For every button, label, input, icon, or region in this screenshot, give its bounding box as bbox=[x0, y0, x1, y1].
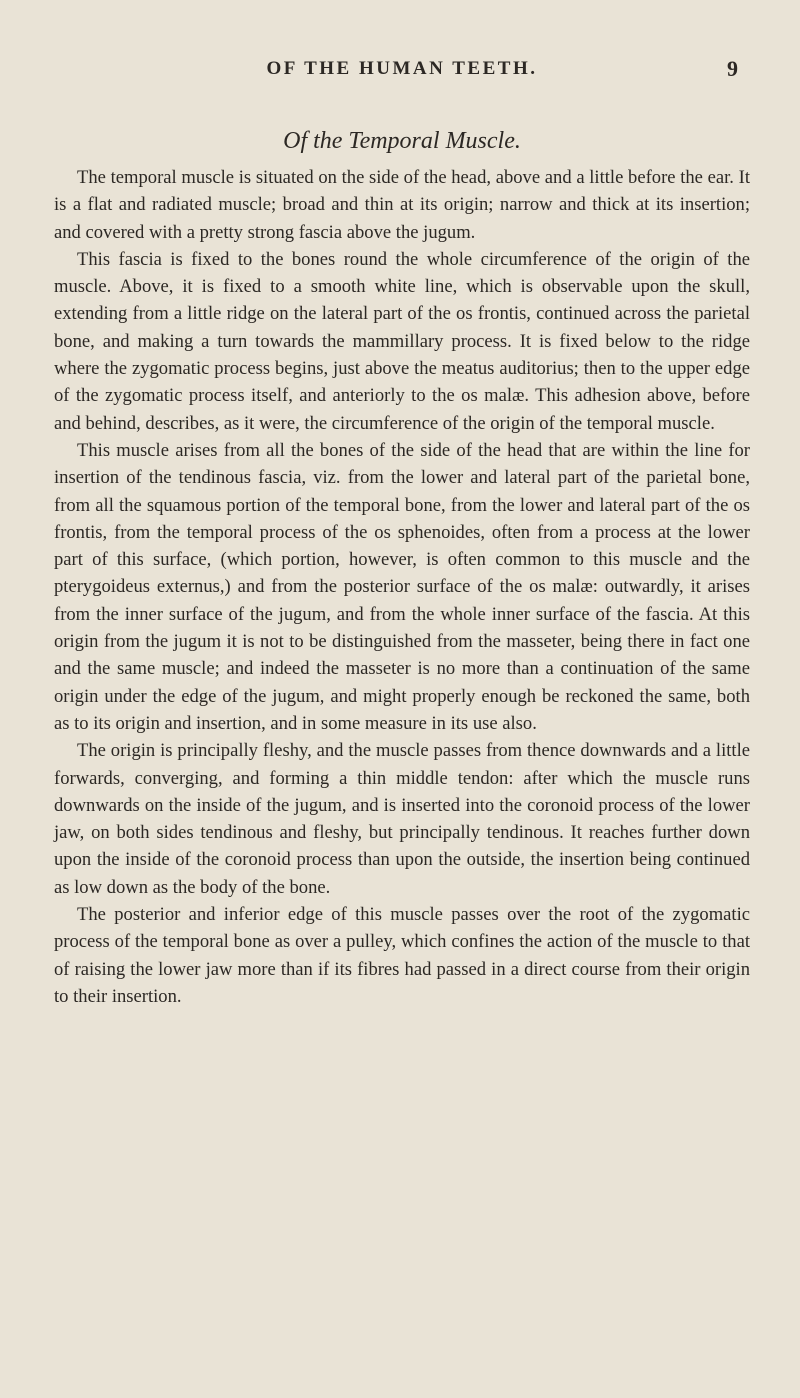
paragraph: The temporal muscle is situated on the side of the head, above and a little before the ear. It is a flat and radiated muscle; broad and thin at its origin; narrow and thick at its insertion; and covered with a pretty strong fascia above the jugum. bbox=[54, 167, 750, 243]
page-number: 9 bbox=[727, 56, 738, 81]
running-title: OF THE HUMAN TEETH. bbox=[266, 58, 538, 79]
paragraph: This muscle arises from all the bones of the side of the head that are within the line for insertion of the tendinous fascia, viz. from the lower and lateral part of the parietal bone, from all the squamous portion of the temporal bone, from the lower and lateral part of the os frontis, from the temporal process of the os sphenoides, often from a process at the lower part of this surface, (which portion, however, is often common to this muscle and the pterygoideus externus,) and from the posterior surface of the os malæ: outwardly, it arises from the inner surface of the jugum, and from the whole inner surface of the fascia. At this origin from the jugum it is not to be distinguished from the masseter, being there in fact one and the same muscle; and indeed the masseter is no more than a continuation of the same origin under the edge of the jugum, and might properly enough be reckoned the same, both as to its origin and insertion, and in some measure in its use also. bbox=[54, 439, 750, 734]
paragraph: The origin is principally fleshy, and the muscle passes from thence downwards and a little forwards, converging, and forming a thin middle tendon: after which the muscle runs downwards on the inside of the jugum, and is inserted into the coronoid process of the lower jaw, on both sides tendinous and fleshy, but principally tendinous. It reaches further down upon the inside of the coronoid process than upon the outside, the insertion being continued as low down as the body of the bone. bbox=[54, 740, 750, 898]
paragraph: The posterior and inferior edge of this muscle passes over the root of the zygomatic process of the temporal bone as over a pulley, which confines the action of the muscle to that of raising the lower jaw more than if its fibres had passed in a direct course from their origin to their insertion. bbox=[54, 904, 750, 1007]
section-title: Of the Temporal Muscle. bbox=[283, 128, 521, 154]
paragraph: This fascia is fixed to the bones round the whole circumference of the origin of the muscle. Above, it is fixed to a smooth white line, which is observable upon the skull, extending from a little ridge on the lateral part of the os frontis, continued across the parietal bone, and making a turn towards the mammillary process. It is fixed below to the ridge where the zygomatic process begins, just above the meatus auditorius; then to the upper edge of the zygomatic process itself, and anteriorly to the os malæ. This adhesion above, before and behind, describes, as it were, the circumference of the origin of the temporal muscle. bbox=[54, 248, 750, 434]
body-text bbox=[54, 164, 750, 1010]
running-head bbox=[54, 58, 750, 86]
